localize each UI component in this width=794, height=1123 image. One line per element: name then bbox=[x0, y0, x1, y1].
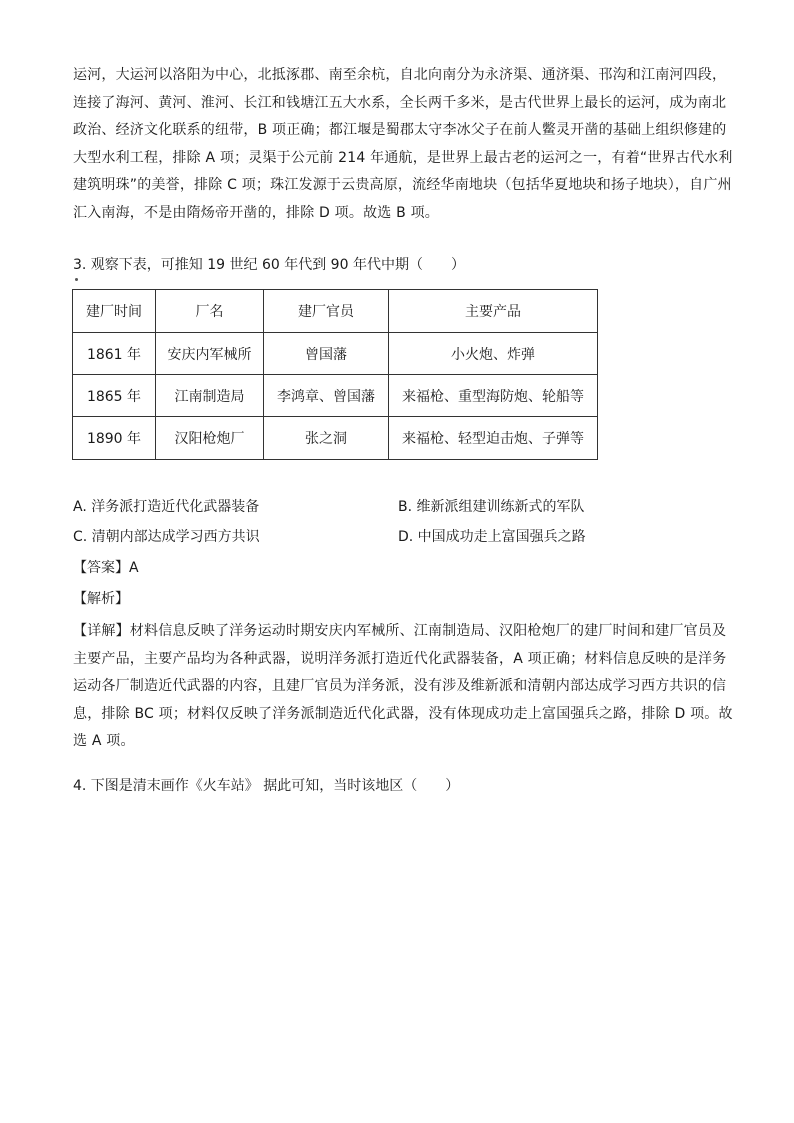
table-cell: 安庆内军械所 bbox=[156, 333, 264, 375]
text-line: 汇入南海，不是由隋炀帝开凿的，排除 D 项。故选 B 项。 bbox=[73, 204, 439, 221]
table-row bbox=[73, 333, 598, 375]
text-line: 【详解】材料信息反映了洋务运动时期安庆内军械所、江南制造局、汉阳枪炮厂的建厂时间和建厂官员及 bbox=[73, 623, 727, 639]
table-row bbox=[73, 417, 598, 460]
table-cell: 小火炮、炸弹 bbox=[389, 333, 598, 375]
table-header-cell: 厂名 bbox=[156, 290, 264, 333]
text-line: 主要产品，主要产品均为各种武器，说明洋务派打造近代化武器装备，A 项正确；材料信息反映的是洋务 bbox=[73, 650, 727, 667]
question-3-stem: 3. 观察下表，可推知 19 世纪 60 年代到 90 年代中期（ ） bbox=[73, 257, 465, 273]
analysis-label: 【解析】 bbox=[73, 591, 129, 607]
table-cell: 曾国藩 bbox=[264, 333, 389, 375]
table-cell: 李鸿章、曾国藩 bbox=[264, 375, 389, 417]
factory-table bbox=[72, 289, 598, 460]
table-cell: 1865 年 bbox=[73, 375, 156, 417]
table-cell: 1861 年 bbox=[73, 333, 156, 375]
table-cell: 来福枪、轻型迫击炮、子弹等 bbox=[389, 417, 598, 460]
table-cell: 汉阳枪炮厂 bbox=[156, 417, 264, 460]
table-header-cell: 建厂时间 bbox=[73, 290, 156, 333]
tick-mark bbox=[75, 278, 78, 281]
option-b: B. 维新派组建训练新式的军队 bbox=[398, 499, 585, 515]
table-row bbox=[73, 375, 598, 417]
table-cell: 张之洞 bbox=[264, 417, 389, 460]
question-4-stem: 4. 下图是清末画作《火车站》 据此可知，当时该地区（ ） bbox=[73, 778, 460, 794]
table-cell: 1890 年 bbox=[73, 417, 156, 460]
text-line: 政治、经济文化联系的纽带，B 项正确；都江堰是蜀郡太守李冰父子在前人鳖灵开凿的基础上组织修建的 bbox=[73, 122, 727, 138]
detail-explanation bbox=[73, 618, 733, 756]
text-line: 选 A 项。 bbox=[73, 733, 135, 749]
table-header-cell: 主要产品 bbox=[389, 290, 598, 333]
option-c: C. 清朝内部达成学习西方共识 bbox=[73, 529, 260, 545]
answer-line: 【答案】A bbox=[73, 560, 139, 576]
text-line: 连接了海河、黄河、淮河、长江和钱塘江五大水系，全长两千多米，是古代世界上最长的运河，成为南北 bbox=[73, 94, 727, 111]
text-line: 息，排除 BC 项；材料仅反映了洋务派制造近代化武器，没有体现成功走上富国强兵之路，排除 D 项。故 bbox=[73, 705, 733, 722]
text-line: 运河，大运河以洛阳为中心，北抵涿郡、南至余杭，自北向南分为永济渠、通济渠、邗沟和江南河四段， bbox=[73, 67, 727, 83]
table-header-row bbox=[73, 290, 598, 333]
previous-explanation bbox=[73, 62, 733, 227]
table-header-cell: 建厂官员 bbox=[264, 290, 389, 333]
option-a: A. 洋务派打造近代化武器装备 bbox=[73, 499, 260, 515]
text-line: 建筑明珠”的美誉，排除 C 项；珠江发源于云贵高原，流经华南地块（包括华夏地块和扬子地块），自广州 bbox=[73, 177, 732, 193]
text-line: 大型水利工程，排除 A 项；灵渠于公元前 214 年通航，是世界上最古老的运河之一，有着“世界古代水利 bbox=[73, 149, 733, 166]
text-line: 运动各厂制造近代武器的内容，且建厂官员为洋务派，没有涉及维新派和清朝内部达成学习西方共识的信 bbox=[73, 678, 727, 694]
table-cell: 江南制造局 bbox=[156, 375, 264, 417]
table-cell: 来福枪、重型海防炮、轮船等 bbox=[389, 375, 598, 417]
option-d: D. 中国成功走上富国强兵之路 bbox=[398, 529, 586, 545]
